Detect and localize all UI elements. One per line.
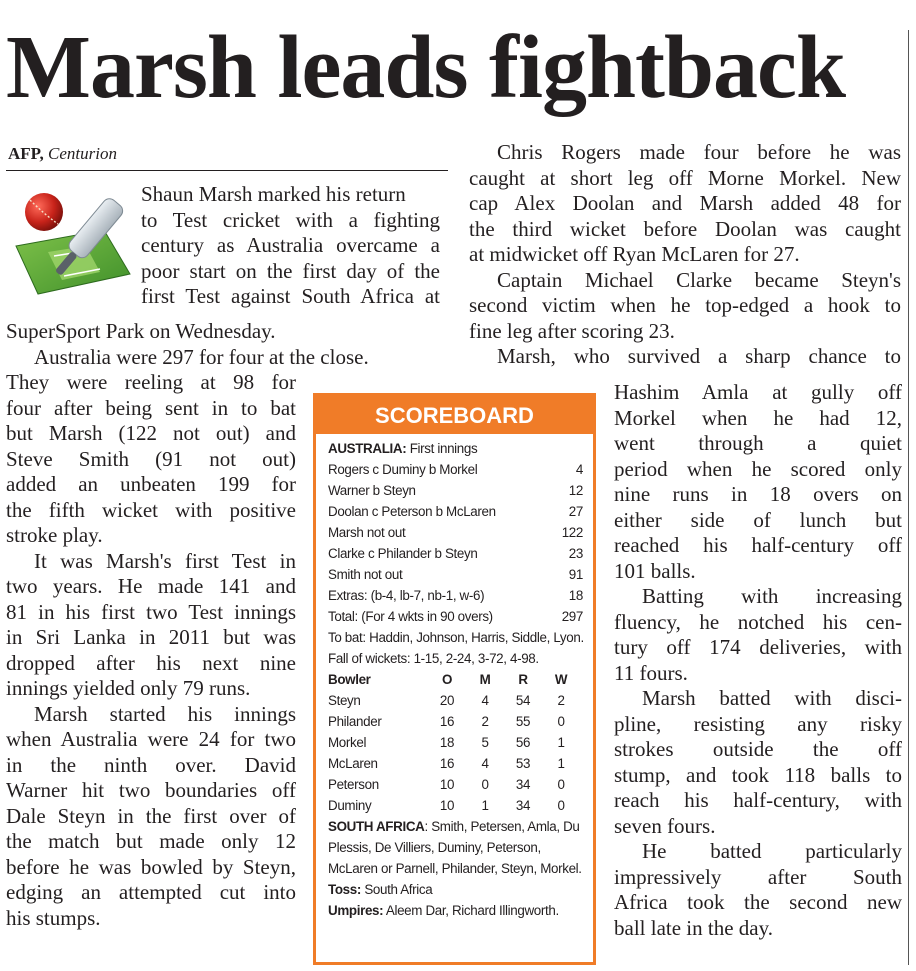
text-line: in the ninth over. David bbox=[6, 752, 296, 777]
text-line: two years. He made 141 and bbox=[6, 574, 296, 598]
batting-row: Doolan c Peterson b McLaren 27 bbox=[328, 504, 583, 519]
text-line: the fifth wicket with positive bbox=[6, 497, 296, 522]
text-line: Marsh batted with disci- bbox=[642, 686, 902, 710]
text-line: poor start on the first day of the bbox=[141, 258, 440, 283]
text-line: went through a quiet bbox=[614, 431, 902, 455]
bowling-header: Bowler O M R W bbox=[328, 672, 568, 687]
column-1 bbox=[6, 370, 296, 931]
byline bbox=[8, 144, 117, 164]
text-line: ball late in the day. bbox=[614, 915, 773, 940]
text-line: dropped after his next nine bbox=[6, 650, 296, 675]
bowling-row: Peterson 10 0 34 0 bbox=[328, 777, 565, 792]
text-line: either side of lunch but bbox=[614, 507, 902, 532]
column-2 bbox=[469, 140, 901, 370]
text-line: in Sri Lanka in 2011 but was bbox=[6, 625, 296, 649]
text-line: the match but made only 12 bbox=[6, 829, 296, 853]
bowling-row: Morkel 18 5 56 1 bbox=[328, 735, 565, 750]
text-line: his stumps. bbox=[6, 905, 101, 930]
text-line: before he was bowled by Steyn, bbox=[6, 854, 296, 879]
text-line: edging an attempted cut into bbox=[6, 880, 296, 904]
column-1-lead bbox=[34, 345, 440, 371]
scoreboard-body bbox=[316, 434, 593, 921]
batting-row: Warner b Steyn 12 bbox=[328, 483, 583, 498]
text-line: They were reeling at 98 for bbox=[6, 370, 296, 394]
text-line: four after being sent in to bat bbox=[6, 395, 296, 420]
text-line: cap Alex Doolan and Marsh added 48 for bbox=[469, 191, 901, 215]
text-line: 101 balls. bbox=[614, 558, 696, 583]
south-africa-squad: SOUTH AFRICA: Smith, Petersen, Amla, Du Plessis, De Villiers, Duminy, Peterson, McLaren or Parnell, Philander, Steyn, Morkel. bbox=[328, 819, 582, 876]
batting-row: Marsh not out 122 bbox=[328, 525, 583, 540]
byline-place: Centurion bbox=[48, 144, 117, 163]
text-line: at midwicket off Ryan McLaren for 27. bbox=[469, 242, 800, 266]
text-line: Warner hit two boundaries off bbox=[6, 778, 296, 802]
text-line: Steve Smith (91 not out) bbox=[6, 446, 296, 471]
text-line: nine runs in 18 overs on bbox=[614, 482, 902, 506]
text-line: stroke play. bbox=[6, 523, 103, 547]
text-line: period when he scored only bbox=[614, 456, 902, 481]
text-line: innings yielded only 79 runs. bbox=[6, 676, 251, 700]
text-line: added an unbeaten 199 for bbox=[6, 472, 296, 496]
column-3 bbox=[614, 380, 902, 941]
text-line: but Marsh (122 not out) and bbox=[6, 421, 296, 445]
cricket-icon bbox=[8, 186, 132, 300]
bowling-row: Steyn 20 4 54 2 bbox=[328, 693, 565, 708]
text-line: the third wicket before Doolan was caught bbox=[469, 216, 901, 241]
text-line: Captain Michael Clarke became Steyn's bbox=[497, 267, 901, 292]
text-line: stump, and took 118 balls to bbox=[614, 762, 902, 787]
batting-row: Smith not out 91 bbox=[328, 567, 583, 582]
text-line: Batting with increasing bbox=[642, 584, 902, 608]
text-line: reached his half-century off bbox=[614, 533, 902, 557]
text-line: Morkel when he had 12, bbox=[614, 405, 902, 430]
text-line: reach his half-century, with bbox=[614, 788, 902, 812]
text-line: SuperSport Park on Wednesday. bbox=[6, 319, 276, 343]
text-line: seven fours. bbox=[614, 813, 716, 838]
innings-label: First innings bbox=[406, 441, 478, 456]
scoreboard-title: SCOREBOARD bbox=[316, 396, 593, 434]
text-line: He batted particularly bbox=[642, 839, 902, 863]
batting-row: Clarke c Philander b Steyn 23 bbox=[328, 546, 583, 561]
byline-rule bbox=[6, 170, 448, 171]
text-line: It was Marsh's first Test in bbox=[34, 548, 296, 573]
text-line: fine leg after scoring 23. bbox=[469, 318, 675, 343]
text-line: Shaun Marsh marked his return bbox=[141, 182, 406, 206]
column-divider bbox=[908, 30, 909, 965]
text-line: 81 in his first two Test innings bbox=[6, 599, 296, 624]
text-line: century as Australia overcame a bbox=[141, 233, 440, 257]
text-line: first Test against South Africa at bbox=[141, 284, 440, 308]
text-line: tury off 174 deliveries, with bbox=[614, 635, 902, 659]
text-line: to Test cricket with a fighting bbox=[141, 207, 440, 232]
text-line: 11 fours. bbox=[614, 660, 688, 685]
text-line: caught at short leg off Morne Morkel. New bbox=[469, 165, 901, 190]
team-label: AUSTRALIA: bbox=[328, 441, 407, 456]
text-line: Hashim Amla at gully off bbox=[614, 380, 902, 404]
to-bat: To bat: Haddin, Johnson, Harris, Siddle, Lyon. bbox=[328, 630, 584, 645]
text-line: strokes outside the off bbox=[614, 737, 902, 761]
fall-of-wickets: Fall of wickets: 1-15, 2-24, 3-72, 4-98. bbox=[328, 651, 539, 666]
toss: Toss: South Africa bbox=[328, 882, 433, 897]
headline: Marsh leads fightback bbox=[6, 18, 846, 117]
intro-paragraph-end bbox=[6, 319, 276, 345]
text-line: second victim when he top-edged a hook to bbox=[469, 293, 901, 317]
bowling-row: Duminy 10 1 34 0 bbox=[328, 798, 565, 813]
text-line: when Australia were 24 for two bbox=[6, 727, 296, 751]
extras-row: Extras: (b-4, lb-7, nb-1, w-6) 18 bbox=[328, 588, 583, 603]
text-line: impressively after South bbox=[614, 864, 902, 889]
innings-header bbox=[328, 438, 583, 459]
team-label: SOUTH AFRICA bbox=[328, 819, 425, 834]
scoreboard-box bbox=[313, 393, 596, 965]
bowling-row: McLaren 16 4 53 1 bbox=[328, 756, 565, 771]
text-line: pline, resisting any risky bbox=[614, 711, 902, 736]
intro-paragraph bbox=[141, 182, 440, 310]
text-line: Marsh started his innings bbox=[34, 701, 296, 726]
text-line: Chris Rogers made four before he was bbox=[497, 140, 901, 164]
total-row: Total: (For 4 wkts in 90 overs) 297 bbox=[328, 609, 583, 624]
batting-row: Rogers c Duminy b Morkel 4 bbox=[328, 462, 583, 477]
text-line: Dale Steyn in the first over of bbox=[6, 803, 296, 828]
bowling-row: Philander 16 2 55 0 bbox=[328, 714, 565, 729]
text-line: Africa took the second new bbox=[614, 890, 902, 914]
text-line: fluency, he notched his cen- bbox=[614, 609, 902, 634]
text-line: Australia were 297 for four at the close. bbox=[34, 345, 369, 369]
text-line: Marsh, who survived a sharp chance to bbox=[497, 344, 901, 368]
byline-agency: AFP, bbox=[8, 144, 44, 163]
umpires: Umpires: Aleem Dar, Richard Illingworth. bbox=[328, 903, 559, 918]
